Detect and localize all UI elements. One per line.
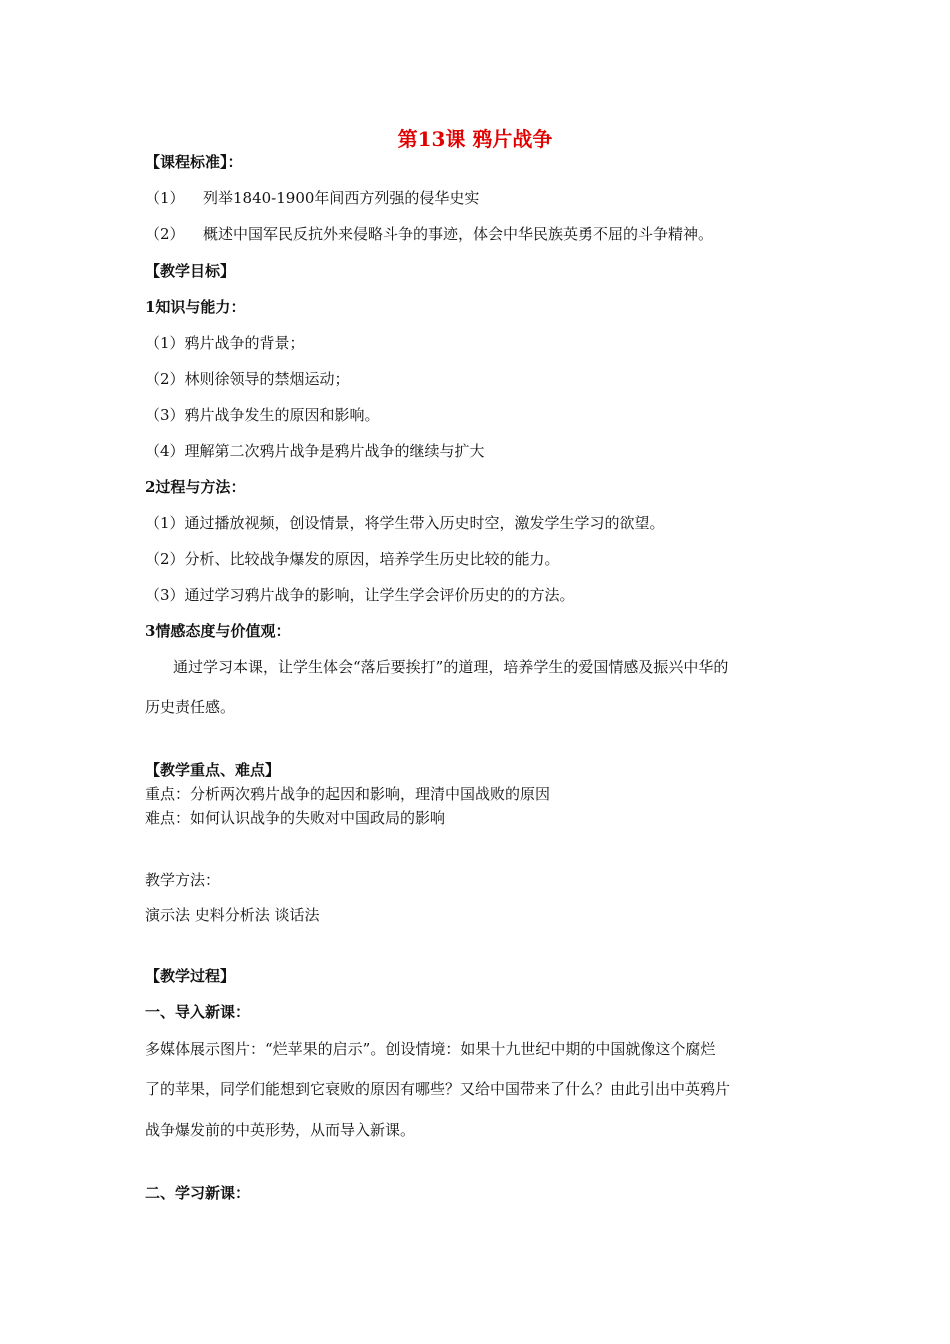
curriculum-heading: 【课程标准】： — [145, 153, 243, 171]
knowledge-item: （3）鸦片战争发生的原因和影响。 — [145, 406, 380, 424]
keypoints-difficulty: 难点：如何认识战争的失败对中国政局的影响 — [145, 809, 446, 827]
process-method-heading: 2过程与方法： — [145, 478, 246, 496]
knowledge-item: （2）林则徐领导的禁烟运动； — [145, 370, 350, 388]
process-method-item: （1）通过播放视频，创设情景，将学生带入历史时空，激发学生学习的欲望。 — [145, 514, 665, 532]
objectives-heading: 【教学目标】 — [145, 262, 236, 280]
intro-text-line: 多媒体展示图片：“烂苹果的启示”。创设情境：如果十九世纪中期的中国就像这个腐烂 — [145, 1040, 716, 1058]
process-method-item: （3）通过学习鸦片战争的影响，让学生学会评价历史的的方法。 — [145, 586, 575, 604]
curriculum-item-2-num: （2） — [145, 225, 185, 243]
keypoints-focus: 重点：分析两次鸦片战争的起因和影响，理清中国战败的原因 — [145, 785, 551, 803]
intro-text-line: 战争爆发前的中英形势，从而导入新课。 — [145, 1121, 416, 1139]
emotion-heading: 3情感态度与价值观： — [145, 622, 291, 640]
intro-text-line: 了的苹果，同学们能想到它衰败的原因有哪些？又给中国带来了什么？由此引出中英鸦片 — [145, 1080, 731, 1098]
intro-heading: 一、导入新课： — [145, 1003, 251, 1021]
curriculum-item-1-num: （1） — [145, 189, 185, 207]
knowledge-heading: 1知识与能力： — [145, 298, 246, 316]
emotion-text-line-1: 通过学习本课，让学生体会“落后要挨打”的道理，培养学生的爱国情感及振兴中华的 — [173, 658, 729, 676]
methods-list: 演示法 史料分析法 谈话法 — [145, 906, 320, 924]
keypoints-heading: 【教学重点、难点】 — [145, 761, 281, 779]
process-method-item: （2）分析、比较战争爆发的原因，培养学生历史比较的能力。 — [145, 550, 560, 568]
knowledge-item: （4）理解第二次鸦片战争是鸦片战争的继续与扩大 — [145, 442, 485, 460]
learn-heading: 二、学习新课： — [145, 1184, 251, 1202]
teaching-process-heading: 【教学过程】 — [145, 967, 236, 985]
curriculum-item-2-text: 概述中国军民反抗外来侵略斗争的事迹，体会中华民族英勇不屈的斗争精神。 — [203, 225, 714, 243]
emotion-text-line-2: 历史责任感。 — [145, 698, 236, 716]
methods-label: 教学方法： — [145, 871, 221, 889]
curriculum-item-1-text: 列举1840-1900年间西方列强的侵华史实 — [203, 189, 480, 207]
knowledge-item: （1）鸦片战争的背景； — [145, 334, 305, 352]
lesson-title: 第13课 鸦片战争 — [397, 127, 553, 151]
